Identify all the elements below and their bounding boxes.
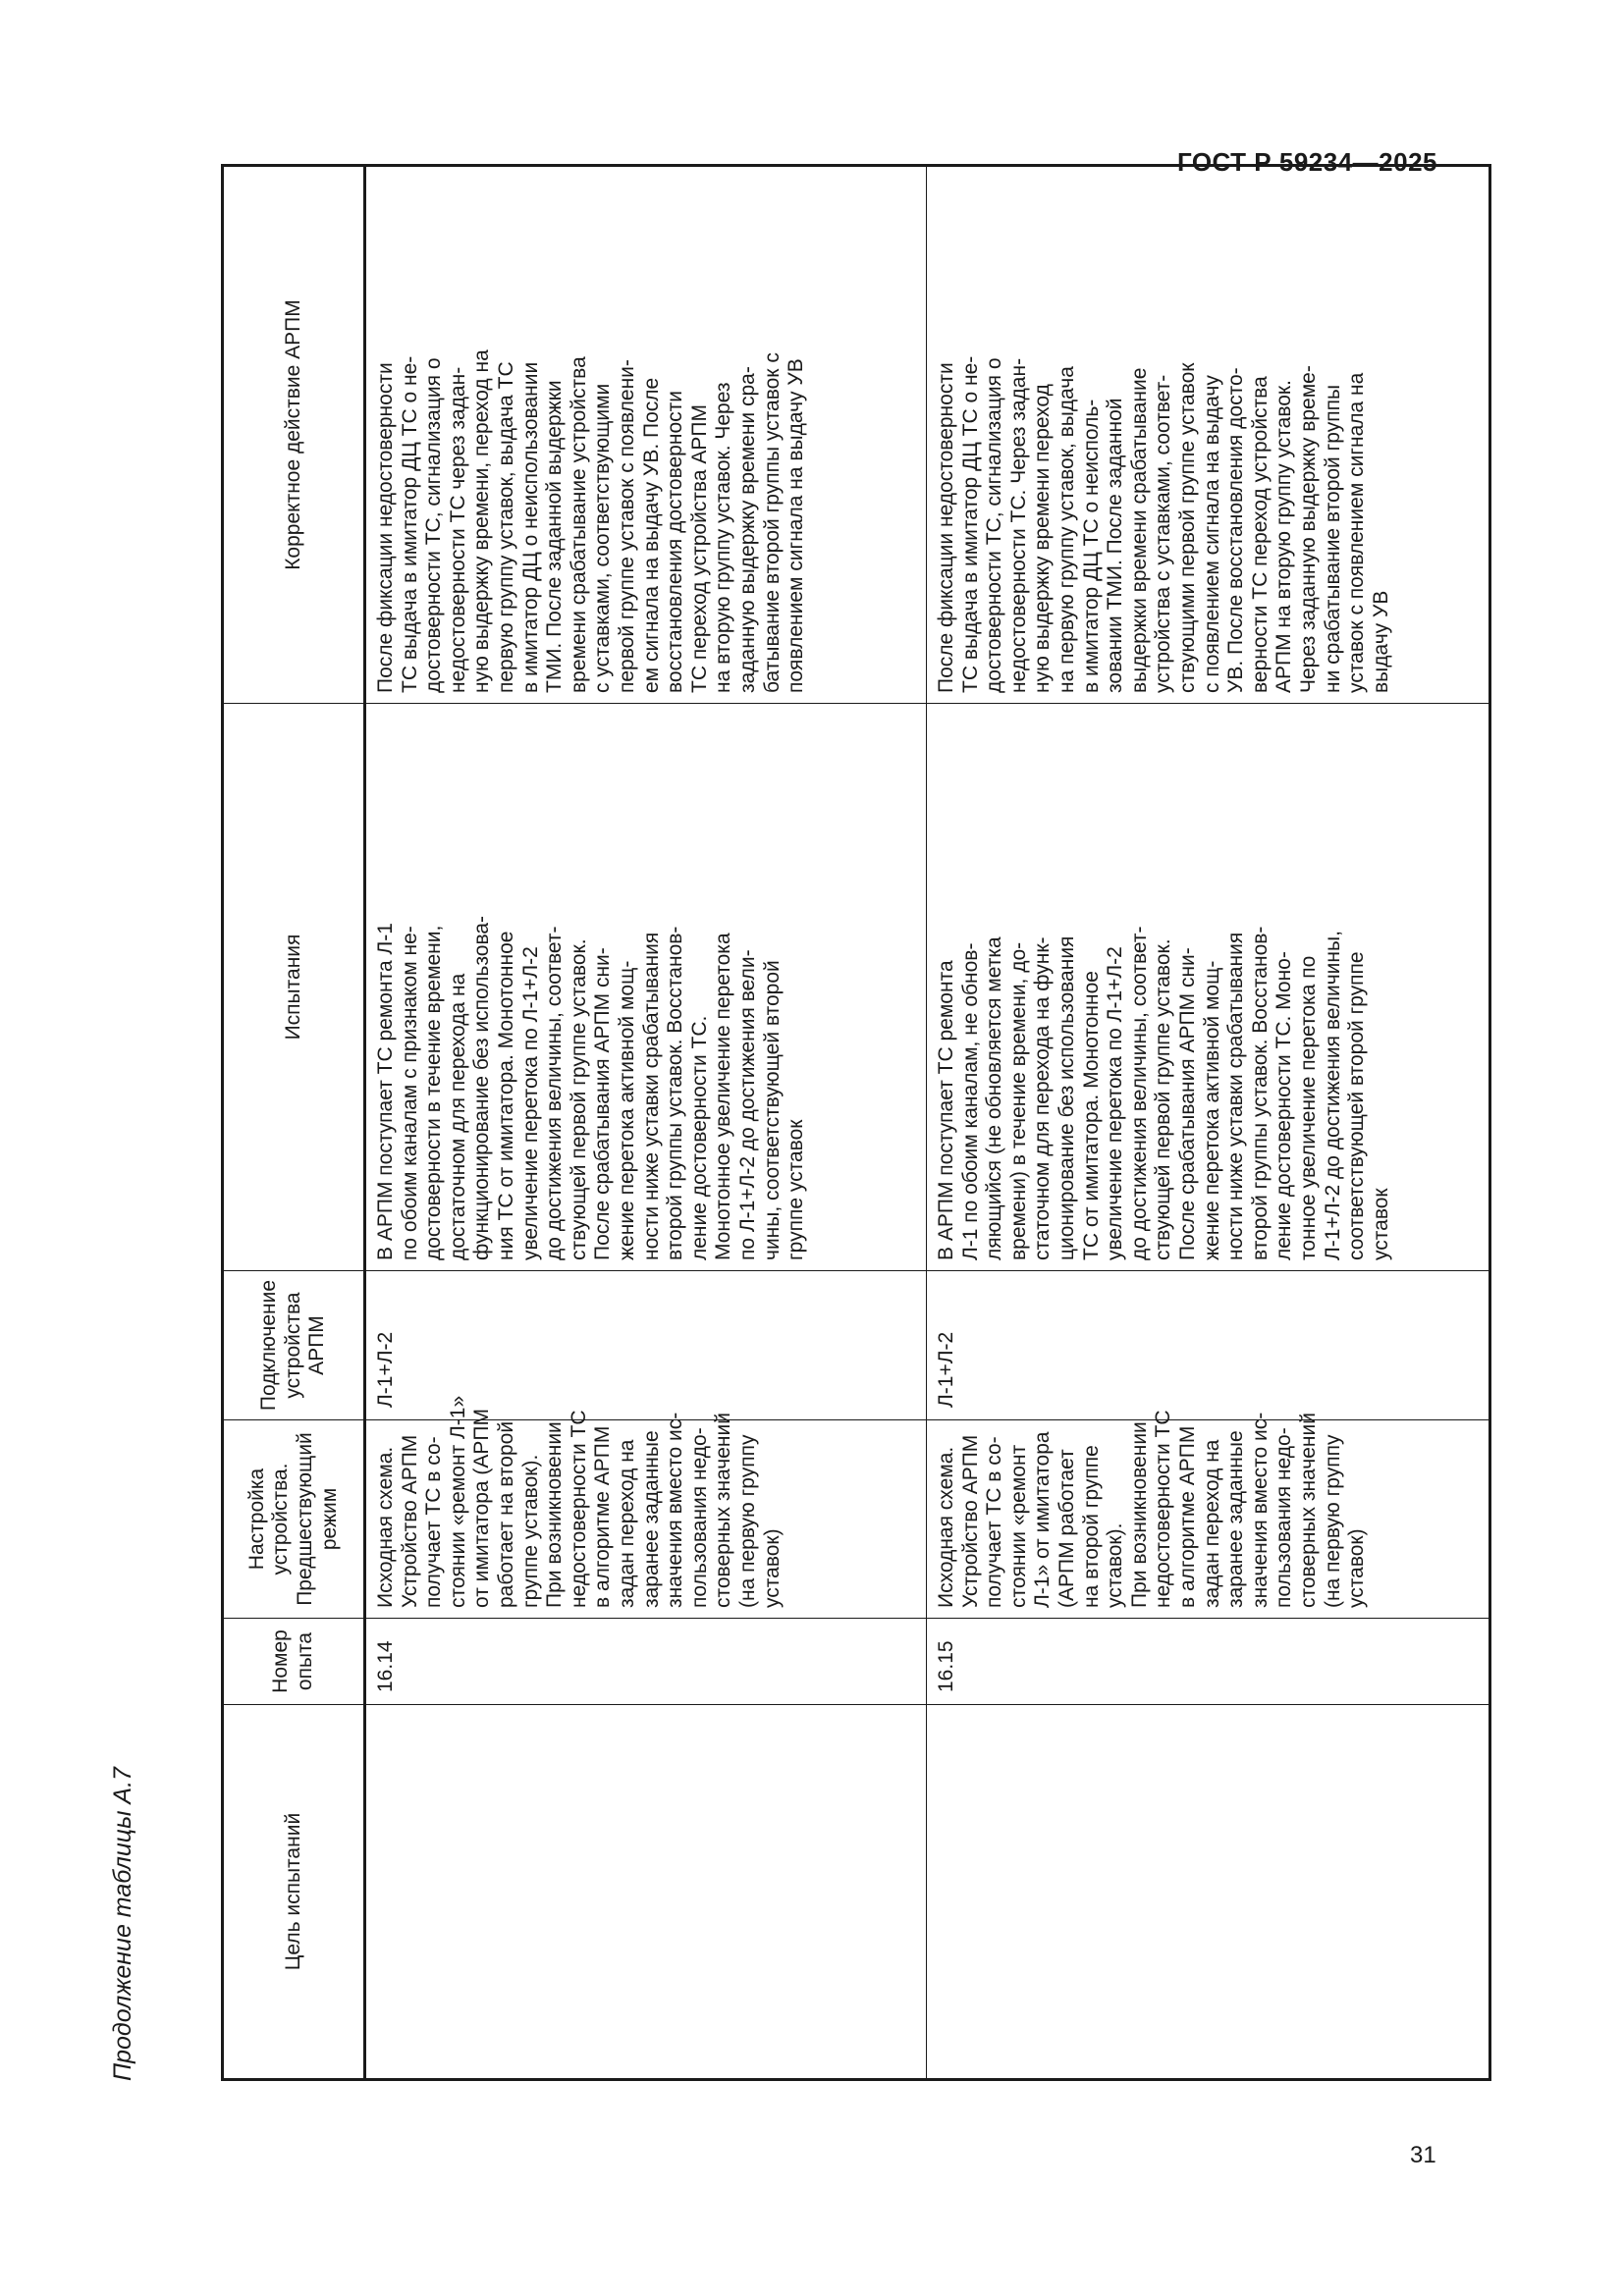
cell-goal [927,1705,1490,2080]
cell-test: В АРПМ поступает ТС ремонта Л-1 по обоим каналам, не обнов- ляющийся (не обновляется метка времени) в течение времени, до- статочном для перехода на функ- ционирование без использования ТС от имитатора. Монотонное увеличение перетока по Л-1+Л-2 до достижения величины, соответ- ствующей первой группе уставок. После срабатывания АРПМ сни- жение перетока активной мощ- ности ниже уставки срабатывания второй группы уставок. Восстанов- ление достоверности ТС. Моно- тонное увеличение перетока по Л-1+Л-2 до достижения величины, соответствующей второй группе уставок [927,704,1490,1271]
header-number: Номер опыта [223,1619,365,1705]
header-action: Корректное действие АРПМ [223,166,365,704]
cell-test: В АРПМ поступает ТС ремонта Л-1 по обоим каналам с признаком не- достоверности в течение времени, достаточном для перехода на функционирование без использова- ния ТС от имитатора. Монотонное увеличение перетока по Л-1+Л-2 до достижения величины, соответ- ствующей первой группе уставок. После срабатывания АРПМ сни- жение перетока активной мощ- ности ниже уставки срабатывания второй группы уставок. Восстанов- ление достоверности ТС. Монотонное увеличение перетока по Л-1+Л-2 до достижения вели- чины, соответствующей второй группе уставок [365,704,927,1271]
header-goal: Цель испытаний [223,1705,365,2080]
table-row [365,166,927,2080]
rotated-table-page [109,167,1392,2081]
cell-setup: Исходная схема. Устройство АРПМ получает ТС в со- стоянии «ремонт Л-1» от имитатора (АРПМ работает на второй группе уставок). При возникновении недостоверности ТС в алгоритме АРПМ задан переход на заранее заданные значения вместо ис- пользования недо- стоверных значений (на первую группу уставок) [927,1420,1490,1619]
standard-header: ГОСТ Р 59234—2025 [1176,147,1437,177]
table-caption: Продолжение таблицы А.7 [109,1767,136,2081]
table-row [927,166,1490,2080]
cell-connection: Л-1+Л-2 [927,1271,1490,1420]
test-table [221,164,1491,2081]
header-connection: Подключение устройства АРПМ [223,1271,365,1420]
header-test: Испытания [223,704,365,1271]
cell-connection: Л-1+Л-2 [365,1271,927,1420]
page-number: 31 [1410,2142,1436,2168]
cell-goal [365,1705,927,2080]
header-setup: Настройка устройства. Предшествующий режим [223,1420,365,1619]
table-header-row [223,166,365,2080]
cell-number: 16.15 [927,1619,1490,1705]
cell-action: После фиксации недостоверности ТС выдача в имитатор ДЦ ТС о не- достоверности ТС, сигнализация о недостоверности ТС. Через задан- ную выдержку времени переход на первую группу уставок, выдача в имитатор ДЦ ТС о неисполь- зовании ТМИ. После заданной выдержки времени срабатывание устройства с уставками, соответ- ствующими первой группе уставок с появлением сигнала на выдачу УВ. После восстановления досто- верности ТС переход устройства АРПМ на вторую группу уставок. Через заданную выдержку време- ни срабатывание второй группы уставок с появлением сигнала на выдачу УВ [927,166,1490,704]
cell-setup: Исходная схема. Устройство АРПМ получает ТС в со- стоянии «ремонт Л-1» от имитатора (АРПМ работает на второй группе уставок). При возникновении недостоверности ТС в алгоритме АРПМ задан переход на заранее заданные значения вместо ис- пользования недо- стоверных значений (на первую группу уставок) [365,1420,927,1619]
cell-action: После фиксации недостоверности ТС выдача в имитатор ДЦ ТС о не- достоверности ТС, сигнализация о недостоверности ТС через задан- ную выдержку времени, переход на первую группу уставок, выдача ТС в имитатор ДЦ о неиспользовании ТМИ. После заданной выдержки времени срабатывание устройства с уставками, соответствующими первой группе уставок с появлени- ем сигнала на выдачу УВ. После восстановления достоверности ТС переход устройства АРПМ на вторую группу уставок. Через заданную выдержку времени сра- батывание второй группы уставок с появлением сигнала на выдачу УВ [365,166,927,704]
cell-number: 16.14 [365,1619,927,1705]
